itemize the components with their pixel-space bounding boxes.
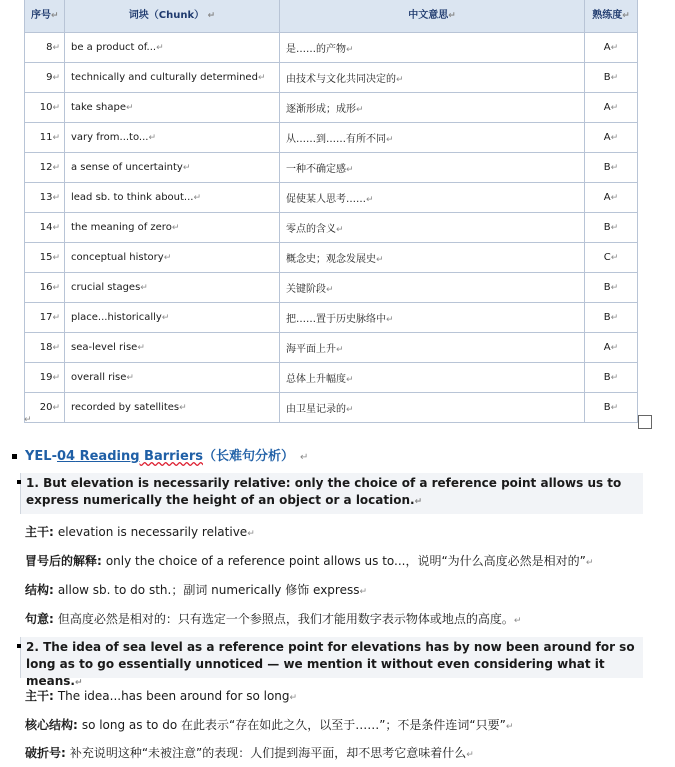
header-number: 序号↵ — [25, 0, 65, 33]
analysis-line: 主干: elevation is necessarily relative↵ — [25, 525, 255, 539]
sentence-1-block: 1. But elevation is necessarily relative: only the choice of a reference point allows us to express numerically the height of an object or a location.↵ — [20, 473, 643, 514]
analysis-line: 句意: 但高度必然是相对的：只有选定一个参照点，我们才能用数字表示物体或地点的高度。↵ — [25, 612, 522, 626]
table-row — [25, 153, 638, 183]
row-meaning: 促使某人思考……↵ — [280, 183, 585, 213]
row-proficiency: B↵ — [585, 153, 638, 183]
table-resize-handle[interactable] — [638, 415, 652, 429]
row-number: 11↵ — [25, 123, 65, 153]
row-chunk: crucial stages↵ — [65, 273, 280, 303]
row-meaning: 由卫星记录的↵ — [280, 393, 585, 423]
row-proficiency: A↵ — [585, 183, 638, 213]
row-proficiency: B↵ — [585, 363, 638, 393]
row-chunk: vary from...to...↵ — [65, 123, 280, 153]
row-chunk: be a product of...↵ — [65, 33, 280, 63]
sentence-bullet — [17, 480, 21, 484]
table-row — [25, 393, 638, 423]
heading-bullet — [12, 454, 17, 459]
row-proficiency: C↵ — [585, 243, 638, 273]
section-heading[interactable]: YEL-04 Reading Barriers（长难句分析） ↵ — [12, 445, 308, 464]
header-meaning: 中文意思↵ — [280, 0, 585, 33]
row-meaning: 由技术与文化共同决定的↵ — [280, 63, 585, 93]
analysis-line: 冒号后的解释: only the choice of a reference point allows us to...，说明“为什么高度必然是相对的”↵ — [25, 554, 594, 568]
row-chunk: the meaning of zero↵ — [65, 213, 280, 243]
vocabulary-table — [24, 0, 638, 423]
row-proficiency: B↵ — [585, 393, 638, 423]
sentence-bullet — [17, 644, 21, 648]
row-proficiency: B↵ — [585, 63, 638, 93]
table-row — [25, 333, 638, 363]
table-body — [25, 33, 638, 423]
row-meaning: 概念史；观念发展史↵ — [280, 243, 585, 273]
row-chunk: overall rise↵ — [65, 363, 280, 393]
sentence-2-text: 2. The idea of sea level as a reference point for elevations has by now been around for so long as to go essentially unnoticed — we mention it without even considering what it means. — [26, 640, 635, 688]
row-proficiency: A↵ — [585, 93, 638, 123]
row-proficiency: B↵ — [585, 303, 638, 333]
row-number: 8↵ — [25, 33, 65, 63]
row-chunk: place...historically↵ — [65, 303, 280, 333]
table-row — [25, 303, 638, 333]
row-meaning: 总体上升幅度↵ — [280, 363, 585, 393]
row-meaning: 从……到……有所不同↵ — [280, 123, 585, 153]
row-meaning: 把……置于历史脉络中↵ — [280, 303, 585, 333]
table-row — [25, 63, 638, 93]
heading-title-barriers: Barriers — [139, 449, 203, 464]
table-row — [25, 363, 638, 393]
row-chunk: take shape↵ — [65, 93, 280, 123]
heading-title-cn: （长难句分析） — [202, 449, 294, 464]
row-proficiency: A↵ — [585, 333, 638, 363]
row-proficiency: A↵ — [585, 33, 638, 63]
table-row — [25, 123, 638, 153]
row-number: 12↵ — [25, 153, 65, 183]
table-header-row — [25, 0, 638, 33]
heading-code: 04 — [56, 449, 76, 464]
table-row — [25, 33, 638, 63]
row-meaning: 逐渐形成；成形↵ — [280, 93, 585, 123]
row-meaning: 关键阶段↵ — [280, 273, 585, 303]
row-proficiency: B↵ — [585, 213, 638, 243]
row-meaning: 零点的含义↵ — [280, 213, 585, 243]
row-number: 19↵ — [25, 363, 65, 393]
row-meaning: 一种不确定感↵ — [280, 153, 585, 183]
header-proficiency: 熟练度↵ — [585, 0, 638, 33]
row-meaning: 是……的产物↵ — [280, 33, 585, 63]
row-number: 9↵ — [25, 63, 65, 93]
heading-title-reading: Reading — [75, 449, 140, 464]
row-chunk: recorded by satellites↵ — [65, 393, 280, 423]
sentence-2-block: 2. The idea of sea level as a reference point for elevations has by now been around for so long as to go essentially unnoticed — we mention it without even considering what it means.↵ — [20, 637, 643, 678]
heading-prefix: YEL- — [25, 449, 57, 464]
row-meaning: 海平面上升↵ — [280, 333, 585, 363]
table-row — [25, 93, 638, 123]
analysis-line: 结构: allow sb. to do sth.；副词 numerically 修饰 express↵ — [25, 583, 368, 597]
row-number: 17↵ — [25, 303, 65, 333]
row-chunk: sea-level rise↵ — [65, 333, 280, 363]
row-chunk: conceptual history↵ — [65, 243, 280, 273]
row-number: 14↵ — [25, 213, 65, 243]
row-number: 20↵ — [25, 393, 65, 423]
analysis-line: 破折号: 补充说明这种“未被注意”的表现：人们提到海平面，却不思考它意味着什么↵ — [25, 746, 474, 760]
row-proficiency: A↵ — [585, 123, 638, 153]
row-chunk: technically and culturally determined↵ — [65, 63, 280, 93]
sentence-1-text: 1. But elevation is necessarily relative: only the choice of a reference point allows us to express numerically the height of an object or a location. — [26, 476, 622, 507]
table-row — [25, 213, 638, 243]
analysis-line: 主干: The idea...has been around for so long↵ — [25, 689, 298, 703]
table-row — [25, 183, 638, 213]
row-number: 15↵ — [25, 243, 65, 273]
paragraph-mark: ↵ — [24, 415, 32, 425]
row-number: 13↵ — [25, 183, 65, 213]
table-row — [25, 273, 638, 303]
row-proficiency: B↵ — [585, 273, 638, 303]
row-chunk: a sense of uncertainty↵ — [65, 153, 280, 183]
header-chunk: 词块（Chunk） ↵ — [65, 0, 280, 33]
row-number: 18↵ — [25, 333, 65, 363]
table-row — [25, 243, 638, 273]
analysis-line: 核心结构: so long as to do 在此表示“存在如此之久，以至于……”；不是条件连词“只要”↵ — [25, 718, 514, 732]
row-number: 16↵ — [25, 273, 65, 303]
row-chunk: lead sb. to think about...↵ — [65, 183, 280, 213]
row-number: 10↵ — [25, 93, 65, 123]
